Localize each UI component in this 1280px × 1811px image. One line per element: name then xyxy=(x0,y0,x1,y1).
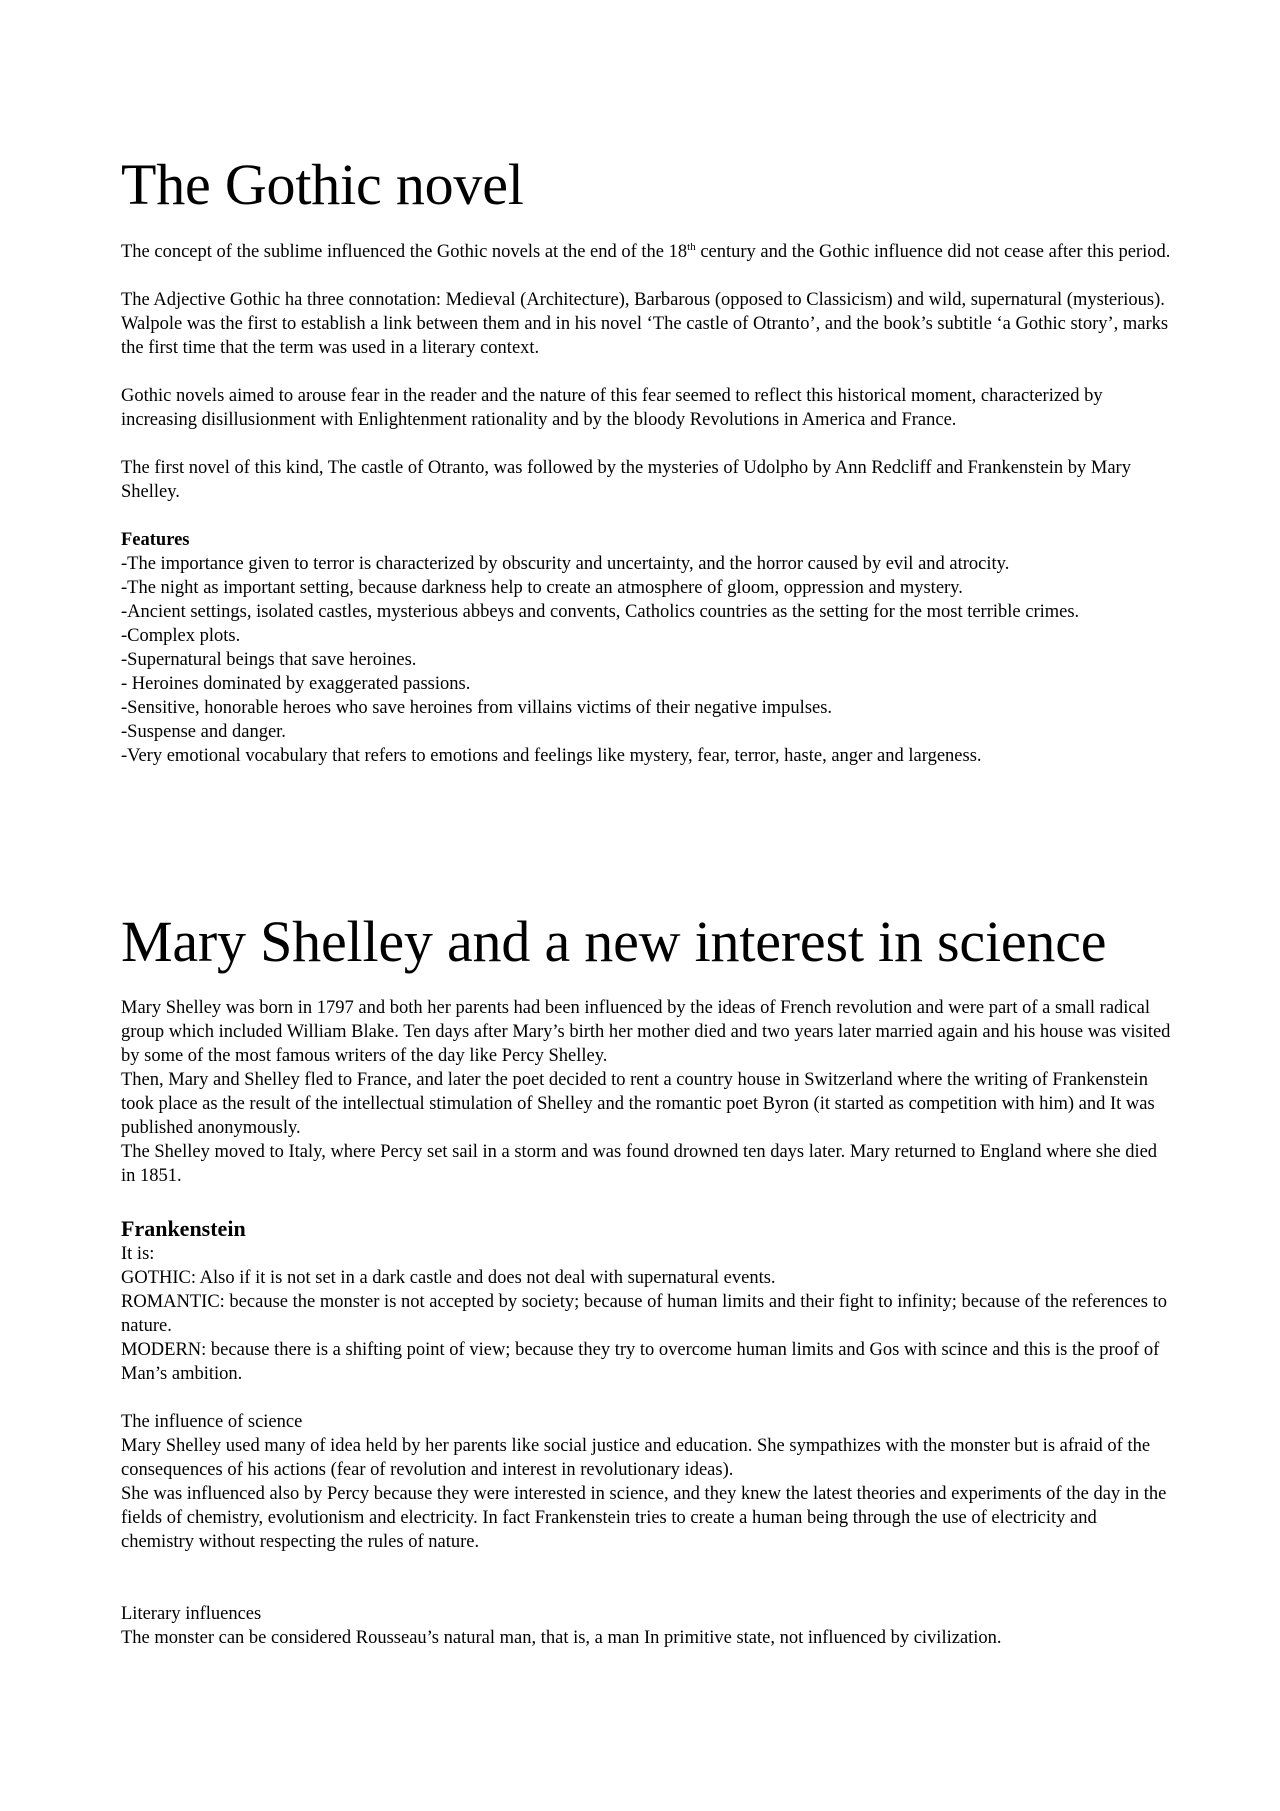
it-is-label: It is: xyxy=(121,1244,155,1264)
feature-item: -Supernatural beings that save heroines. xyxy=(121,650,417,670)
section-gothic-body xyxy=(121,240,1171,768)
feature-item: -Sensitive, honorable heroes who save heroines from villains victims of their negative impulses. xyxy=(121,698,833,718)
fear-paragraph: Gothic novels aimed to arouse fear in the reader and the nature of this fear seemed to reflect this historical moment, characterized by increasing disillusionment with Enlightenment rationality and by the bloody Revolutions in America and France. xyxy=(121,386,1103,430)
features-heading: Features xyxy=(121,530,190,550)
feature-item: -Complex plots. xyxy=(121,626,241,646)
science-heading: The influence of science xyxy=(121,1412,303,1432)
feature-item: -Very emotional vocabulary that refers to emotions and feelings like mystery, fear, terror, haste, anger and largeness. xyxy=(121,746,982,766)
first-novel-paragraph: The first novel of this kind, The castle of Otranto, was followed by the mysteries of Udolpho by Ann Redcliff and Frankenstein by Mary Shelley. xyxy=(121,458,1131,502)
feature-item: -Ancient settings, isolated castles, mysterious abbeys and convents, Catholics countries as the setting for the most terrible crimes. xyxy=(121,602,1080,622)
walpole-paragraph: Walpole was the first to establish a link between them and in his novel ‘The castle of Otranto’, and the book’s subtitle ‘a Gothic story’, marks the first time that the term was used in a literary context. xyxy=(121,314,1169,358)
feature-item: -Suspense and danger. xyxy=(121,722,286,742)
literary-paragraph: The monster can be considered Rousseau’s natural man, that is, a man In primitive state, not influenced by civilization. xyxy=(121,1628,1002,1648)
science-paragraph-2: She was influenced also by Percy because they were interested in science, and they knew the latest theories and experiments of the day in the fields of chemistry, evolutionism and electricity. In fact Frankenstein tries to create a human being through the use of electricity and chemistry without respecting the rules of nature. xyxy=(121,1484,1167,1552)
biography-paragraph: Mary Shelley was born in 1797 and both her parents had been influenced by the ideas of French revolution and were part of a small radical group which included William Blake. Ten days after Mary’s birth her mother died and two years later married again and his house was visited by some of the most famous writers of the day like Percy Shelley. xyxy=(121,998,1171,1066)
feature-item: - Heroines dominated by exaggerated passions. xyxy=(121,674,471,694)
feature-item: -The importance given to terror is characterized by obscurity and uncertainty, and the horror caused by evil and atrocity. xyxy=(121,554,1010,574)
intro-paragraph: The concept of the sublime influenced the Gothic novels at the end of the 18th century and the Gothic influence did not cease after this period. xyxy=(121,240,1171,262)
italy-paragraph: The Shelley moved to Italy, where Percy set sail in a storm and was found drowned ten days later. Mary returned to England where she died in 1851. xyxy=(121,1142,1158,1186)
frankenstein-heading: Frankenstein xyxy=(121,1216,246,1241)
section-shelley-body xyxy=(121,996,1171,1650)
romantic-definition: ROMANTIC: because the monster is not accepted by society; because of human limits and their fight to infinity; because of the references to nature. xyxy=(121,1292,1167,1336)
section-title-mary-shelley: Mary Shelley and a new interest in science xyxy=(121,909,1107,974)
gothic-definition: GOTHIC: Also if it is not set in a dark castle and does not deal with supernatural events. xyxy=(121,1268,776,1288)
modern-definition: MODERN: because there is a shifting point of view; because they try to overcome human limits and Gos with scince and this is the proof of Man’s ambition. xyxy=(121,1340,1160,1384)
science-paragraph-1: Mary Shelley used many of idea held by her parents like social justice and education. She sympathizes with the monster but is afraid of the consequences of his actions (fear of revolution and interest in revolutionary ideas). xyxy=(121,1436,1151,1480)
feature-item: -The night as important setting, because darkness help to create an atmosphere of gloom, oppression and mystery. xyxy=(121,578,963,598)
section-title-gothic-novel: The Gothic novel xyxy=(121,152,524,217)
literary-heading: Literary influences xyxy=(121,1604,262,1624)
france-paragraph: Then, Mary and Shelley fled to France, and later the poet decided to rent a country house in Switzerland where the writing of Frankenstein took place as the result of the intellectual stimulation of Shelley and the romantic poet Byron (it started as competition with him) and It was published anonymously. xyxy=(121,1070,1155,1138)
connotation-paragraph: The Adjective Gothic ha three connotation: Medieval (Architecture), Barbarous (opposed to Classicism) and wild, supernatural (mysterious). xyxy=(121,290,1165,310)
